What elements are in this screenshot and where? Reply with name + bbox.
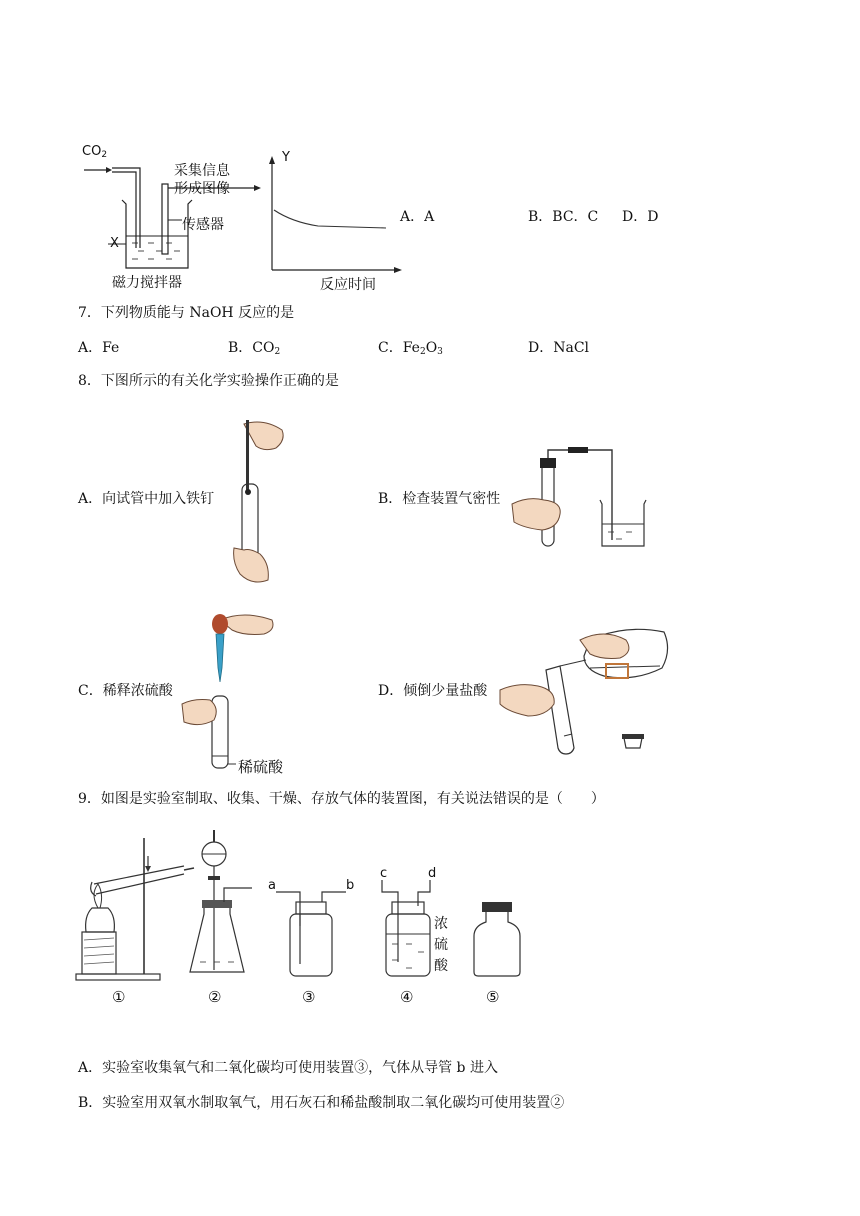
time-axis-label: 反应时间 <box>320 277 376 293</box>
q7-stem: 7．下列物质能与 NaOH 反应的是 <box>78 305 295 321</box>
apparatus-label-2: ② <box>208 988 222 1006</box>
form-image-label: 形成图像 <box>174 181 230 197</box>
co2-label: $CO_2$ <box>82 144 108 160</box>
conc-acid-label: 浓 硫 酸 <box>434 916 448 974</box>
q9-apparatus-diagram <box>74 822 534 1012</box>
apparatus-label-3: ③ <box>302 988 316 1006</box>
q9-stem: 9．如图是实验室制取、收集、干燥、存放气体的装置图，有关说法错误的是（ ） <box>78 791 605 807</box>
q8-option-a[interactable]: A．向试管中加入铁钉 <box>78 491 215 507</box>
dilute-acid-label: 稀硫酸 <box>238 758 284 776</box>
pour-acid-illustration <box>494 620 676 756</box>
q7-option-c[interactable]: C．$Fe_2O_3$ <box>378 340 443 357</box>
collect-info-label: 采集信息 <box>174 163 230 179</box>
stirrer-label: 磁力搅拌器 <box>112 275 182 291</box>
q8-stem: 8．下图所示的有关化学实验操作正确的是 <box>78 373 339 389</box>
q7-option-a[interactable]: A．Fe <box>78 340 120 356</box>
tube-label-b: b <box>346 878 355 893</box>
dilute-acid-illustration <box>180 606 280 776</box>
tube-label-a: a <box>268 878 276 893</box>
add-iron-nail-illustration <box>220 414 300 588</box>
apparatus-label-5: ⑤ <box>486 988 500 1006</box>
q8-option-c[interactable]: C．稀释浓硫酸 <box>78 683 173 699</box>
apparatus-label-1: ① <box>112 988 126 1006</box>
q6-option-a[interactable]: A．A <box>400 209 435 225</box>
q7-option-d[interactable]: D．NaCl <box>528 340 590 356</box>
q6-option-d[interactable]: D．D <box>622 209 659 225</box>
q9-option-a[interactable]: A．实验室收集氧气和二氧化碳均可使用装置③，气体从导管 b 进入 <box>78 1060 498 1076</box>
airtightness-check-illustration <box>508 444 656 552</box>
tube-label-d: d <box>428 866 437 881</box>
q8-option-d[interactable]: D．倾倒少量盐酸 <box>378 683 488 699</box>
x-label: X <box>110 236 119 251</box>
q8-option-b[interactable]: B．检查装置气密性 <box>378 491 501 507</box>
q6-option-b-c[interactable]: B．BC．C <box>528 209 599 225</box>
q9-option-b[interactable]: B．实验室用双氧水制取氧气，用石灰石和稀盐酸制取二氧化碳均可使用装置② <box>78 1095 565 1111</box>
apparatus-label-4: ④ <box>400 988 414 1006</box>
y-axis-label: Y <box>282 150 290 165</box>
q7-option-b[interactable]: B．$CO_2$ <box>228 340 281 357</box>
tube-label-c: c <box>380 866 388 881</box>
q6-figure <box>78 140 408 300</box>
sensor-label: 传感器 <box>182 217 224 233</box>
